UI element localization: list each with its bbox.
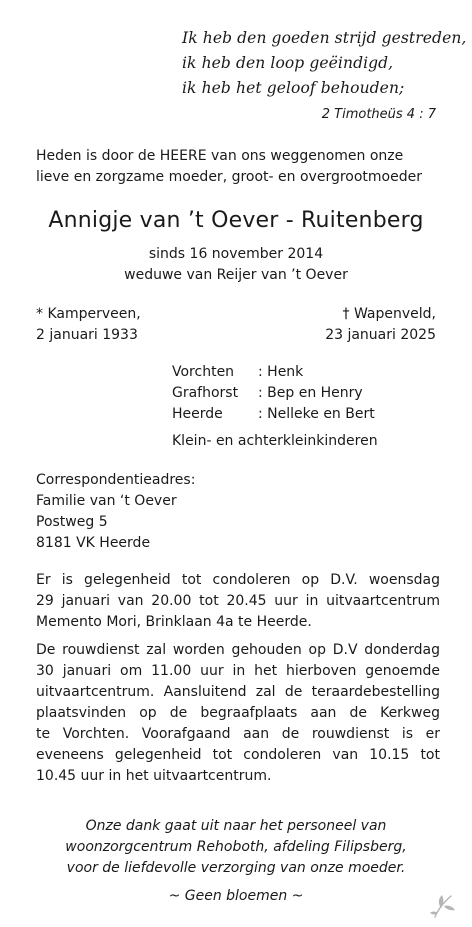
widow-since: sinds 16 november 2014 (148, 246, 324, 262)
verse-line: ik heb het geloof behouden; (182, 79, 405, 97)
bible-verse (182, 26, 467, 101)
thanks-line: voor de liefdevolle verzorging van onze moeder. (66, 860, 406, 876)
family-names: : Nelleke en Bert (258, 406, 375, 422)
death-place: † Wapenveld, (342, 306, 436, 322)
grandchildren: Klein- en achterkleinkinderen (172, 433, 378, 449)
no-flowers-note: ~ Geen bloemen ~ (168, 888, 304, 904)
family-row (172, 404, 375, 425)
verse-line: ik heb den loop geëindigd, (182, 54, 394, 72)
thanks-line: woonzorgcentrum Rehoboth, afdeling Filipsberg, (65, 839, 407, 855)
paragraph-line: eveneens gelegenheid tot condoleren van 10.15 tot (36, 747, 440, 763)
paragraph-line: 10.45 uur in het uitvaartcentrum. (36, 768, 272, 784)
widow-of: weduwe van Reijer van ’t Oever (124, 267, 348, 283)
family-names: : Henk (258, 364, 304, 380)
family-row (172, 383, 375, 404)
widow-info (0, 244, 472, 286)
paragraph-line: 30 januari om 11.00 uur in het hierboven genoemde (36, 663, 440, 679)
birth-info (36, 304, 141, 346)
address-heading: Correspondentieadres: (36, 472, 196, 488)
correspondence-address (36, 470, 195, 554)
thanks-message (0, 816, 472, 879)
birth-place: * Kamperveen, (36, 306, 141, 322)
address-line: 8181 VK Heerde (36, 535, 151, 551)
family-place: Heerde (172, 406, 223, 422)
paragraph-line: Memento Mori, Brinklaan 4a te Heerde. (36, 614, 312, 630)
paragraph-line: plaatsvinden op de begraafplaats aan de Kerkweg (36, 705, 440, 721)
family-names: : Bep en Henry (258, 385, 363, 401)
address-line: Postweg 5 (36, 514, 108, 530)
intro-line: lieve en zorgzame moeder, groot- en overgrootmoeder (36, 169, 422, 185)
paragraph-line: Er is gelegenheid tot condoleren op D.V. woensdag (36, 572, 440, 588)
family-place: Grafhorst (172, 385, 239, 401)
intro-line: Heden is door de HEERE van ons weggenomen onze (36, 148, 404, 164)
deceased-name: Annigje van ’t Oever - Ruitenberg (48, 208, 424, 233)
birth-date: 2 januari 1933 (36, 327, 138, 343)
paragraph-line: uitvaartcentrum. Aansluitend zal de teraardebestelling (36, 684, 440, 700)
leaf-icon (429, 892, 457, 920)
verse-reference: 2 Timotheüs 4 : 7 (321, 107, 436, 122)
death-date: 23 januari 2025 (325, 327, 436, 343)
paragraph-line: te Vorchten. Voorafgaand aan de rouwdienst is er (36, 726, 440, 742)
paragraph-line: 29 januari van 20.00 tot 20.45 uur in uitvaartcentrum (36, 593, 440, 609)
family-row (172, 362, 375, 383)
paragraph-line: De rouwdienst zal worden gehouden op D.V donderdag (36, 642, 440, 658)
thanks-line: Onze dank gaat uit naar het personeel van (85, 818, 387, 834)
verse-line: Ik heb den goeden strijd gestreden, (182, 29, 467, 47)
condolence-paragraph (36, 570, 440, 633)
family-place: Vorchten (172, 364, 235, 380)
death-info (325, 304, 436, 346)
family-list (172, 362, 375, 425)
address-line: Familie van ‘t Oever (36, 493, 177, 509)
service-paragraph (36, 640, 440, 787)
intro-text (36, 146, 441, 188)
